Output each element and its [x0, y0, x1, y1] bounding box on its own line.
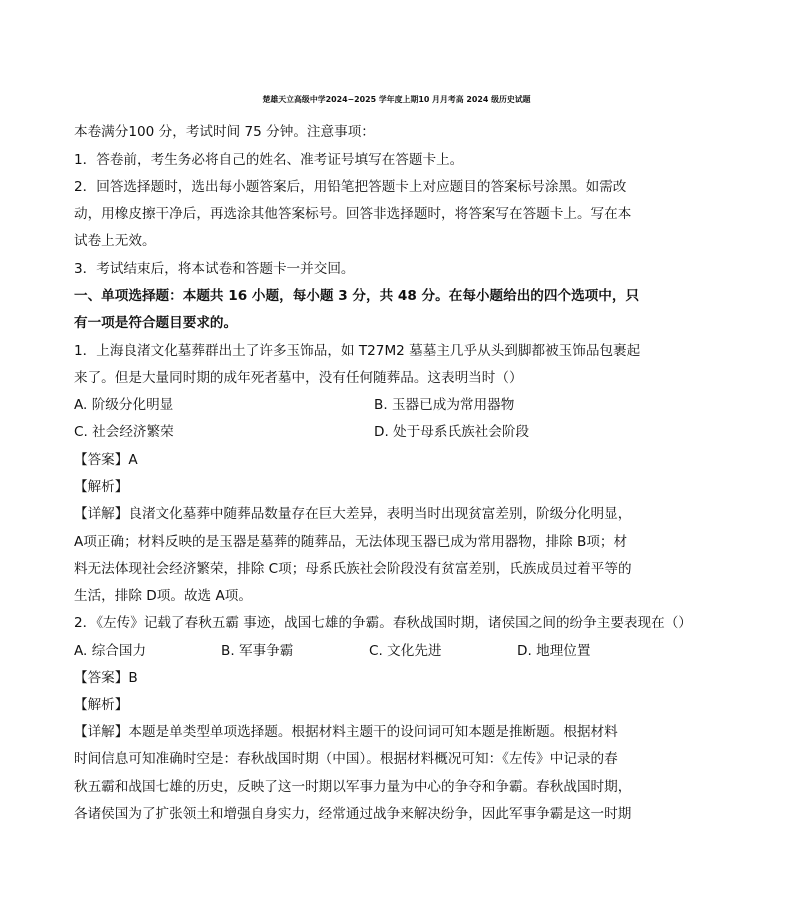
exam-title: 楚雄天立高级中学2024−2025 学年度上期10 月月考高 2024 级历史试题 [262, 95, 531, 104]
section-heading-line-1: 一、单项选择题：本题共 16 小题，每小题 3 分，共 48 分。在每小题给出的四个选项中，只 [74, 288, 640, 304]
q2-analysis-label: 【解析】 [74, 697, 129, 713]
q1-analysis-label: 【解析】 [74, 479, 129, 495]
q2-option-c: C. 文化先进 [369, 643, 442, 659]
note-1: 1．答卷前，考生务必将自己的姓名、准考证号填写在答题卡上。 [74, 152, 464, 168]
note-2-line-2: 动，用橡皮擦干净后，再选涂其他答案标号。回答非选择题时，将答案写在答题卡上。写在本 [74, 206, 632, 222]
q1-detail-line-1: 【详解】良渚文化墓葬中随葬品数量存在巨大差异，表明当时出现贫富差别，阶级分化明显， [74, 506, 632, 522]
q1-detail-line-3: 料无法体现社会经济繁荣，排除 C项；母系氏族社会阶段没有贫富差别，氏族成员过着平等的 [74, 561, 632, 577]
q1-option-c: C. 社会经济繁荣 [74, 424, 174, 440]
note-3: 3．考试结束后，将本试卷和答题卡一并交回。 [74, 261, 355, 277]
q2-option-d: D. 地理位置 [517, 643, 591, 659]
q2-option-a: A. 综合国力 [74, 643, 147, 659]
q2-detail-line-1: 【详解】本题是单类型单项选择题。根据材料主题干的设问词可知本题是推断题。根据材料 [74, 724, 618, 740]
q2-detail-line-2: 时间信息可知准确时空是：春秋战国时期（中国）。根据材料概况可知：《左传》中记录的春 [74, 751, 618, 767]
q1-option-a: A. 阶级分化明显 [74, 397, 174, 413]
exam-intro: 本卷满分100 分，考试时间 75 分钟。注意事项： [74, 124, 375, 140]
q2-answer: 【答案】B [74, 670, 138, 686]
q1-detail-line-2: A项正确；材料反映的是玉器是墓葬的随葬品，无法体现玉器已成为常用器物，排除 B项；材 [74, 534, 628, 550]
q1-option-d: D. 处于母系氏族社会阶段 [374, 424, 530, 440]
q2-stem: 2．《左传》记载了春秋五霸 事迹，战国七雄的争霸。春秋战国时期，诸侯国之间的纷争主要表现在（） [74, 615, 692, 631]
q1-stem-line-2: 来了。但是大量同时期的成年死者墓中，没有任何随葬品。这表明当时（） [74, 370, 523, 386]
q1-option-b: B. 玉器已成为常用器物 [374, 397, 515, 413]
note-2-line-3: 试卷上无效。 [74, 233, 156, 249]
q1-detail-line-4: 生活，排除 D项。故选 A项。 [74, 588, 252, 604]
q1-answer: 【答案】A [74, 452, 138, 468]
q2-option-b: B. 军事争霸 [221, 643, 294, 659]
q2-detail-line-3: 秋五霸和战国七雄的历史，反映了这一时期以军事力量为中心的争夺和争霸。春秋战国时期， [74, 779, 632, 795]
q1-stem-line-1: 1．上海良渚文化墓葬群出土了许多玉饰品，如 T27M2 墓墓主几乎从头到脚都被玉饰品包裹起 [74, 343, 641, 359]
note-2-line-1: 2．回答选择题时，选出每小题答案后，用铅笔把答题卡上对应题目的答案标号涂黑。如需改 [74, 179, 627, 195]
section-heading-line-2: 有一项是符合题目要求的。 [74, 315, 238, 331]
q2-detail-line-4: 各诸侯国为了扩张领土和增强自身实力，经常通过战争来解决纷争，因此军事争霸是这一时期 [74, 806, 632, 822]
